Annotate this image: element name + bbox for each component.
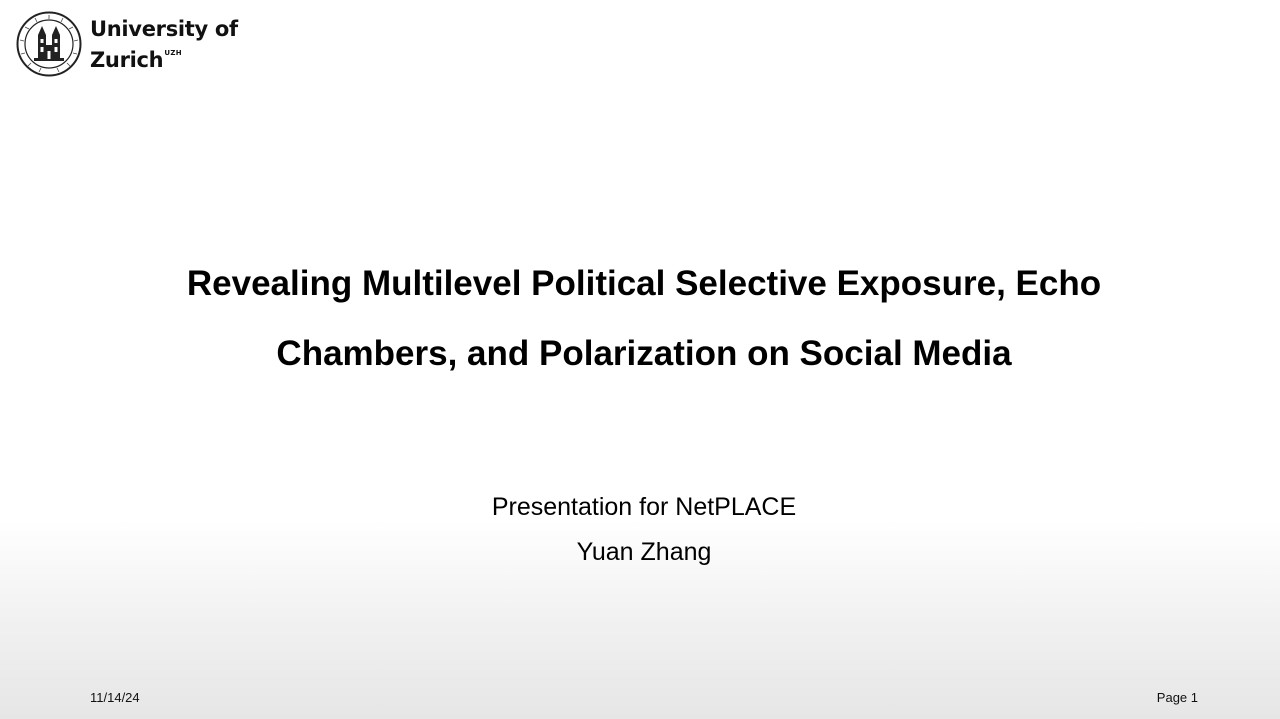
slide-title-line1: Revealing Multilevel Political Selective Exposure, Echo [186,264,1102,303]
page-number: Page 1 [1156,690,1198,705]
university-abbreviation: UZH [164,48,182,57]
slide-subtitle [200,485,1088,575]
university-name-line1: University of [90,16,238,41]
footer-date: 11/14/24 [90,690,140,705]
slide-title [100,249,1188,389]
university-city: Zurich [90,47,164,72]
university-seal-icon [16,11,82,77]
presentation-venue: Presentation for NetPLACE [491,493,797,521]
slide-title-line2: Chambers, and Polarization on Social Media [276,334,1012,373]
university-name-line2 [90,41,238,72]
university-logo [16,11,238,77]
presenter-name: Yuan Zhang [576,538,712,566]
university-name [90,17,238,72]
